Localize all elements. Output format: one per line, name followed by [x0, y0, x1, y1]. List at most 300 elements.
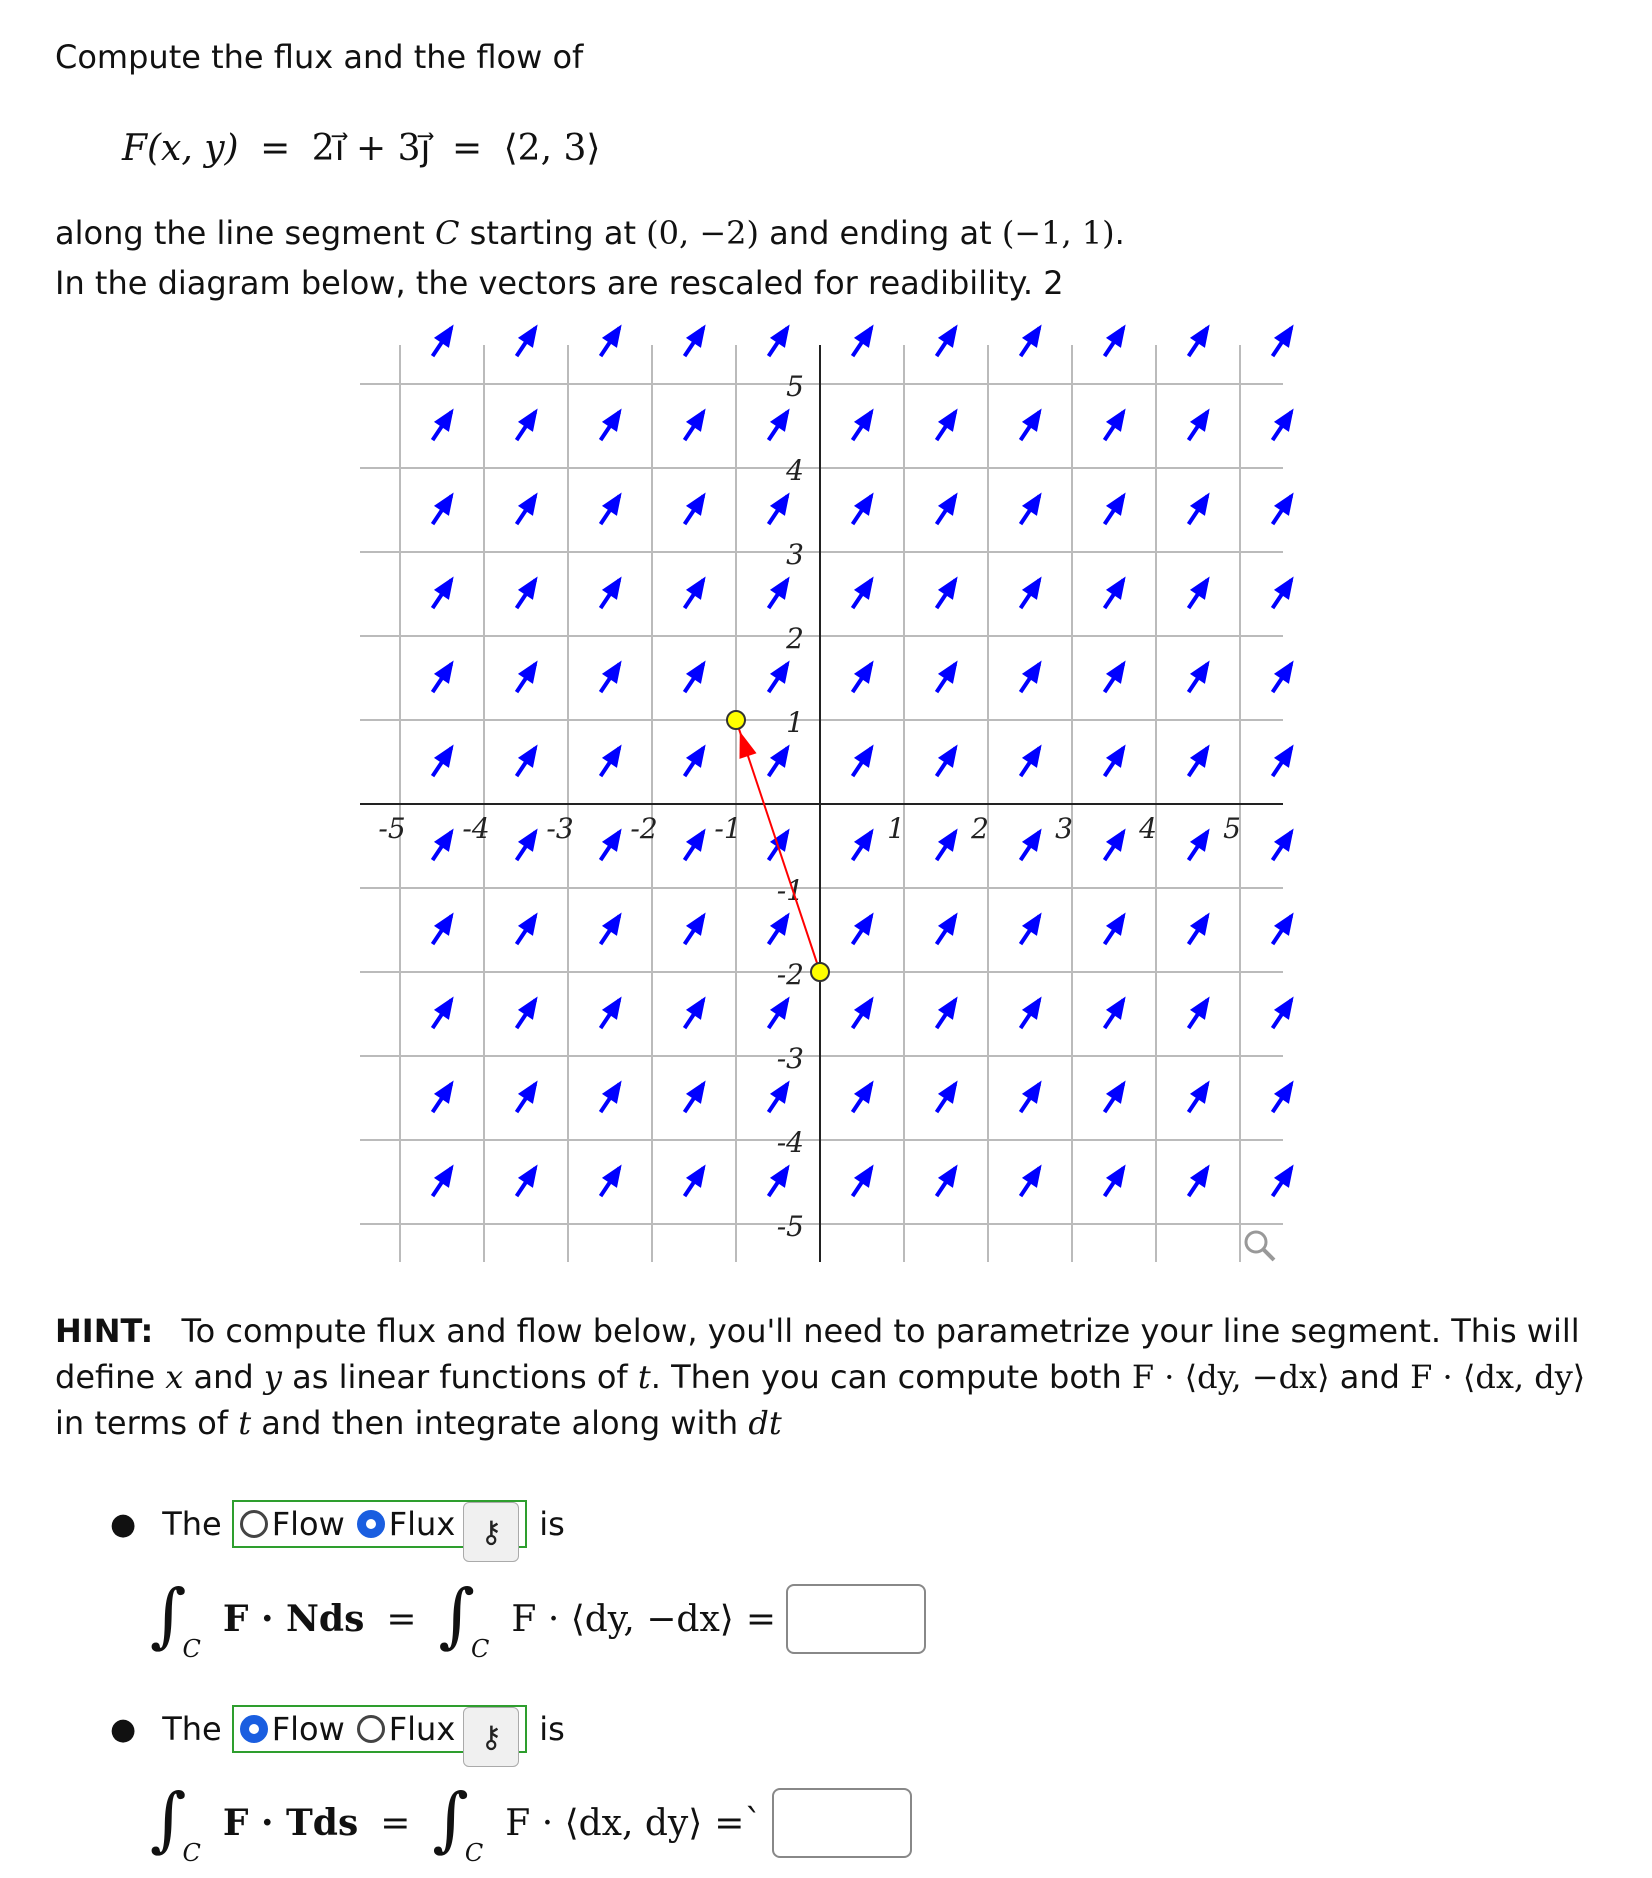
field-vector: [685, 661, 706, 693]
field-vector-head: [1190, 913, 1210, 936]
field-vector: [685, 1165, 706, 1197]
field-vector: [1189, 745, 1210, 777]
field-vector: [517, 325, 538, 357]
q2-flow-radio[interactable]: [240, 1715, 268, 1743]
formula-mid: 2i⃗ + 3j⃗: [311, 128, 431, 169]
field-vector-head: [854, 913, 874, 936]
field-vector-head: [686, 1081, 706, 1104]
field-vector-head: [770, 1081, 790, 1104]
x-tick-label: -3: [546, 812, 574, 845]
field-vector-head: [1022, 661, 1042, 684]
field-vector-head: [1106, 1081, 1126, 1104]
formula-eq1: =: [260, 128, 291, 169]
field-vector: [1021, 997, 1042, 1029]
q1-flux-label[interactable]: Flux: [388, 1505, 456, 1543]
field-vector-head: [1022, 1081, 1042, 1104]
field-vector-head: [1274, 913, 1294, 936]
q2-flux-label[interactable]: Flux: [388, 1710, 456, 1748]
field-vector: [433, 409, 454, 441]
field-vector: [1105, 661, 1126, 693]
field-vector-head: [602, 997, 622, 1020]
along-text3: and ending at: [769, 214, 992, 252]
hint-and1: and: [193, 1358, 254, 1396]
q1-flux-radio[interactable]: [357, 1510, 385, 1538]
field-vector: [601, 829, 622, 861]
field-vector-head: [686, 325, 706, 348]
field-vector-head: [770, 577, 790, 600]
field-vector: [853, 493, 874, 525]
field-vector-head: [1274, 1165, 1294, 1188]
field-vector: [1021, 325, 1042, 357]
field-vector: [517, 1081, 538, 1113]
field-vector-head: [1106, 493, 1126, 516]
y-tick-label: -3: [776, 1042, 804, 1075]
field-vector-head: [602, 661, 622, 684]
q2-is: is: [539, 1710, 565, 1748]
field-vector: [1021, 409, 1042, 441]
field-vector-head: [854, 997, 874, 1020]
field-vector: [1189, 493, 1210, 525]
q1-is: is: [539, 1505, 565, 1543]
hint-paragraph: [55, 1308, 1615, 1446]
hint-p3: . Then you can compute both: [650, 1358, 1122, 1396]
field-vector: [517, 577, 538, 609]
field-vector-head: [686, 577, 706, 600]
field-vector: [1105, 493, 1126, 525]
field-vector-head: [938, 493, 958, 516]
field-vector-head: [938, 409, 958, 432]
field-vector: [1273, 913, 1294, 945]
field-vector: [769, 913, 790, 945]
field-vector: [853, 325, 874, 357]
field-vector-head: [1190, 493, 1210, 516]
field-vector: [1189, 1081, 1210, 1113]
field-vector: [1189, 661, 1210, 693]
field-vector: [1189, 913, 1210, 945]
field-vector-head: [1190, 1081, 1210, 1104]
field-vector-head: [1274, 661, 1294, 684]
integral-sign: ∫: [150, 1574, 187, 1656]
field-vector: [1273, 577, 1294, 609]
x-tick-label: 1: [887, 812, 905, 845]
field-vector-head: [1022, 997, 1042, 1020]
field-vector-head: [854, 577, 874, 600]
field-vector-head: [518, 1165, 538, 1188]
q2-flow-label[interactable]: Flow: [271, 1710, 345, 1748]
formula-rhs: ⟨2, 3⟩: [503, 128, 601, 169]
q1-answer-input[interactable]: [786, 1584, 926, 1654]
integral-sign: ∫: [438, 1574, 476, 1656]
field-vector-head: [770, 913, 790, 936]
field-vector: [433, 913, 454, 945]
field-vector: [1105, 1081, 1126, 1113]
field-vector: [769, 325, 790, 357]
field-vector-head: [686, 829, 706, 852]
field-vector-head: [1022, 913, 1042, 936]
curve-direction-arrow: [739, 731, 756, 759]
field-vector: [1105, 577, 1126, 609]
field-vector-head: [1022, 325, 1042, 348]
field-vector: [1105, 745, 1126, 777]
field-vector: [433, 1165, 454, 1197]
field-vector: [1105, 1165, 1126, 1197]
field-vector-head: [1274, 997, 1294, 1020]
field-vector: [685, 745, 706, 777]
field-vector-head: [854, 1081, 874, 1104]
field-vector-head: [1022, 493, 1042, 516]
x-tick-label: -2: [630, 812, 658, 845]
field-vector: [601, 745, 622, 777]
integral-sign: ∫: [150, 1778, 187, 1860]
hint-dot1: F · ⟨dy, −dx⟩: [1131, 1358, 1330, 1396]
y-tick-label: 2: [786, 622, 804, 655]
field-vector-head: [1106, 409, 1126, 432]
field-vector: [853, 661, 874, 693]
x-tick-label: 3: [1055, 812, 1073, 845]
q2-int-a: F · Tds: [222, 1802, 359, 1844]
field-vector: [769, 1081, 790, 1113]
x-tick-label: 4: [1139, 812, 1157, 845]
along-text2: starting at: [469, 214, 636, 252]
field-vector-head: [434, 409, 454, 432]
field-vector: [601, 913, 622, 945]
field-vector-head: [434, 829, 454, 852]
field-vector: [685, 325, 706, 357]
field-vector: [685, 997, 706, 1029]
field-vector-head: [854, 1165, 874, 1188]
field-vector: [433, 661, 454, 693]
bullet-dot: ●: [110, 1711, 137, 1747]
field-vector: [601, 1081, 622, 1113]
q1-eq2: =: [745, 1598, 776, 1640]
field-vector-head: [938, 325, 958, 348]
field-vector-head: [1106, 745, 1126, 768]
field-vector: [433, 325, 454, 357]
question-2: [110, 1705, 565, 1753]
field-vector-head: [1274, 409, 1294, 432]
field-vector: [517, 745, 538, 777]
field-vector: [1105, 325, 1126, 357]
y-tick-label: 1: [786, 706, 804, 739]
field-vector-head: [938, 745, 958, 768]
field-vector-head: [602, 493, 622, 516]
field-vector-head: [938, 1081, 958, 1104]
field-vector: [685, 493, 706, 525]
field-vector: [937, 325, 958, 357]
field-vector-head: [1106, 325, 1126, 348]
field-vector-head: [1022, 1165, 1042, 1188]
x-tick-label: 2: [971, 812, 989, 845]
field-vector: [433, 829, 454, 861]
hint-p5: of: [197, 1404, 229, 1442]
hint-p6: and then integrate along with: [261, 1404, 739, 1442]
field-vector: [769, 829, 790, 861]
curve-label: C: [434, 214, 460, 252]
field-vector: [1273, 409, 1294, 441]
field-vector: [853, 1081, 874, 1113]
field-vector-head: [1190, 745, 1210, 768]
field-vector: [517, 661, 538, 693]
field-vector: [1273, 745, 1294, 777]
field-vector: [1189, 997, 1210, 1029]
field-vector-head: [1106, 829, 1126, 852]
y-tick-label: 3: [786, 538, 804, 571]
hint-dt: dt: [748, 1404, 782, 1442]
field-vector: [1105, 997, 1126, 1029]
field-vector: [1189, 829, 1210, 861]
field-vector-head: [1106, 577, 1126, 600]
q1-flow-label[interactable]: Flow: [271, 1505, 345, 1543]
hint-p4: in terms: [55, 1404, 188, 1442]
field-vector-head: [1190, 409, 1210, 432]
field-vector: [1021, 493, 1042, 525]
field-vector-head: [938, 829, 958, 852]
field-vector-head: [1190, 997, 1210, 1020]
field-vector-head: [602, 913, 622, 936]
field-vector: [685, 409, 706, 441]
field-vector-head: [770, 745, 790, 768]
q1-flow-flux-selector[interactable]: [232, 1500, 528, 1548]
field-vector-head: [938, 997, 958, 1020]
field-vector-head: [434, 661, 454, 684]
field-vector-head: [686, 493, 706, 516]
field-vector: [853, 1165, 874, 1197]
diagram-note: In the diagram below, the vectors are rescaled for readibility. 2: [55, 264, 1064, 302]
field-vector: [517, 997, 538, 1029]
field-vector: [1105, 829, 1126, 861]
field-vector: [601, 325, 622, 357]
field-vector: [1021, 1081, 1042, 1113]
q2-the: The: [162, 1710, 222, 1748]
y-tick-label: 5: [786, 370, 804, 403]
field-vector-head: [770, 325, 790, 348]
field-vector-head: [602, 745, 622, 768]
integral-sign: ∫: [432, 1778, 469, 1860]
field-vector-head: [1022, 745, 1042, 768]
q1-key-button[interactable]: [463, 1502, 519, 1562]
y-tick-label: -5: [776, 1210, 804, 1243]
field-vector-head: [518, 829, 538, 852]
field-vector-head: [854, 745, 874, 768]
q2-flow-flux-selector[interactable]: [232, 1705, 528, 1753]
field-vector-head: [1106, 913, 1126, 936]
field-vector-head: [1190, 325, 1210, 348]
field-vector-head: [1022, 829, 1042, 852]
field-vector-head: [1106, 997, 1126, 1020]
field-vector-head: [1274, 1081, 1294, 1104]
hint-p1: To compute flux and flow below, you'll need to parametrize your line segment. This will define: [55, 1312, 1580, 1396]
field-vector: [937, 1165, 958, 1197]
field-vector: [433, 1081, 454, 1113]
field-vector: [769, 661, 790, 693]
field-vector-head: [1022, 577, 1042, 600]
key-icon: ⚷: [480, 1514, 503, 1550]
integral-sub: C: [464, 1839, 484, 1867]
q2-answer-input[interactable]: [772, 1788, 912, 1858]
key-icon: ⚷: [480, 1719, 503, 1755]
field-vector: [1189, 325, 1210, 357]
field-vector: [433, 493, 454, 525]
field-vector: [601, 1165, 622, 1197]
field-vector-head: [518, 409, 538, 432]
segment-start-point: [811, 963, 829, 981]
question-1: [110, 1500, 565, 1548]
field-vector: [1273, 997, 1294, 1029]
magnifier-icon[interactable]: [1246, 1232, 1274, 1260]
field-vector-head: [686, 745, 706, 768]
q1-equation: [150, 1574, 926, 1663]
field-vector-head: [1190, 661, 1210, 684]
field-vector: [601, 409, 622, 441]
field-vector: [517, 829, 538, 861]
field-vector-head: [434, 913, 454, 936]
field-vector: [937, 661, 958, 693]
field-vector: [517, 913, 538, 945]
integral-sub: C: [182, 1635, 201, 1663]
y-tick-label: 4: [786, 454, 804, 487]
field-vector-head: [1190, 829, 1210, 852]
field-vector: [1273, 325, 1294, 357]
field-vector-head: [434, 493, 454, 516]
field-vector-head: [938, 661, 958, 684]
field-vector-head: [854, 409, 874, 432]
field-vector: [433, 745, 454, 777]
field-vector: [853, 745, 874, 777]
field-vector: [1105, 409, 1126, 441]
field-vector-head: [518, 325, 538, 348]
field-vector: [685, 913, 706, 945]
hint-p2: as linear functions of: [292, 1358, 628, 1396]
magnifier-handle: [1263, 1249, 1274, 1260]
field-vector-head: [770, 1165, 790, 1188]
field-vector: [1273, 493, 1294, 525]
field-vector: [1189, 409, 1210, 441]
field-vector-head: [686, 409, 706, 432]
field-vector: [601, 493, 622, 525]
field-vector: [517, 409, 538, 441]
integral-sub: C: [182, 1839, 201, 1867]
q2-key-button[interactable]: [463, 1707, 519, 1767]
field-vector: [769, 1165, 790, 1197]
field-vector-head: [434, 1081, 454, 1104]
field-vector-head: [518, 577, 538, 600]
field-vector-head: [686, 997, 706, 1020]
field-vector-head: [602, 409, 622, 432]
field-vector-head: [518, 661, 538, 684]
field-vector-head: [1274, 829, 1294, 852]
field-vector-head: [434, 745, 454, 768]
formula-eq2: =: [452, 128, 483, 169]
field-vector: [517, 493, 538, 525]
field-vector: [769, 997, 790, 1029]
field-vector: [937, 493, 958, 525]
field-vector-head: [518, 745, 538, 768]
field-vector: [601, 661, 622, 693]
field-vector-head: [938, 577, 958, 600]
field-vector-head: [602, 325, 622, 348]
q2-eq: =: [380, 1802, 411, 1844]
field-vector-head: [518, 1081, 538, 1104]
field-vector-head: [434, 997, 454, 1020]
field-vector: [937, 829, 958, 861]
field-vector: [1105, 913, 1126, 945]
field-vector: [937, 913, 958, 945]
formula-lhs: F(x, y): [122, 128, 239, 169]
x-tick-label: -5: [378, 812, 406, 845]
field-vector: [937, 577, 958, 609]
start-point: (0, −2): [646, 214, 759, 252]
field-vector-head: [770, 661, 790, 684]
field-vector-head: [434, 1165, 454, 1188]
field-vector-head: [938, 1165, 958, 1188]
hint-t1: t: [637, 1358, 651, 1396]
field-vector: [1273, 1081, 1294, 1113]
field-vector-head: [518, 493, 538, 516]
field-vector: [853, 913, 874, 945]
field-vector-head: [1106, 661, 1126, 684]
field-vector-head: [1106, 1165, 1126, 1188]
field-vector-head: [602, 577, 622, 600]
x-tick-label: -4: [462, 812, 490, 845]
field-vector: [937, 409, 958, 441]
field-vector-head: [1274, 325, 1294, 348]
y-tick-label: -1: [776, 874, 804, 907]
field-vector: [685, 577, 706, 609]
field-vector-head: [686, 661, 706, 684]
field-vector: [937, 997, 958, 1029]
hint-y: y: [263, 1358, 282, 1396]
field-vector-head: [602, 1081, 622, 1104]
field-vector: [601, 997, 622, 1029]
field-vector-head: [602, 1165, 622, 1188]
field-vector: [433, 577, 454, 609]
hint-x: x: [165, 1358, 184, 1396]
q1-eq: =: [386, 1598, 417, 1640]
q1-flow-radio[interactable]: [240, 1510, 268, 1538]
field-vector: [1273, 661, 1294, 693]
field-vector: [1021, 1165, 1042, 1197]
field-vector-head: [854, 829, 874, 852]
field-vector-head: [1274, 577, 1294, 600]
q1-int-b: F · ⟨dy, −dx⟩: [511, 1598, 734, 1640]
field-vector-head: [1022, 409, 1042, 432]
along-text1: along the line segment: [55, 214, 425, 252]
field-vector-head: [1274, 493, 1294, 516]
field-vector-head: [854, 661, 874, 684]
field-vector: [853, 829, 874, 861]
q2-flux-radio[interactable]: [357, 1715, 385, 1743]
end-point: (−1, 1): [1001, 214, 1115, 252]
field-vector: [853, 577, 874, 609]
field-vector: [1189, 1165, 1210, 1197]
field-vector: [769, 493, 790, 525]
field-vector: [937, 745, 958, 777]
q2-equation: [150, 1778, 912, 1867]
field-vector: [1021, 661, 1042, 693]
field-vector: [1021, 913, 1042, 945]
field-vector-head: [1190, 1165, 1210, 1188]
hint-t2: t: [238, 1404, 252, 1442]
q1-int-a: F · Nds: [222, 1598, 365, 1640]
field-vector-head: [938, 913, 958, 936]
field-vector: [685, 829, 706, 861]
field-vector-head: [1190, 577, 1210, 600]
field-vector-head: [854, 493, 874, 516]
q2-int-b: F · ⟨dx, dy⟩: [505, 1802, 703, 1844]
bullet-dot: ●: [110, 1506, 137, 1542]
y-tick-label: -2: [776, 958, 804, 991]
field-vector: [853, 997, 874, 1029]
